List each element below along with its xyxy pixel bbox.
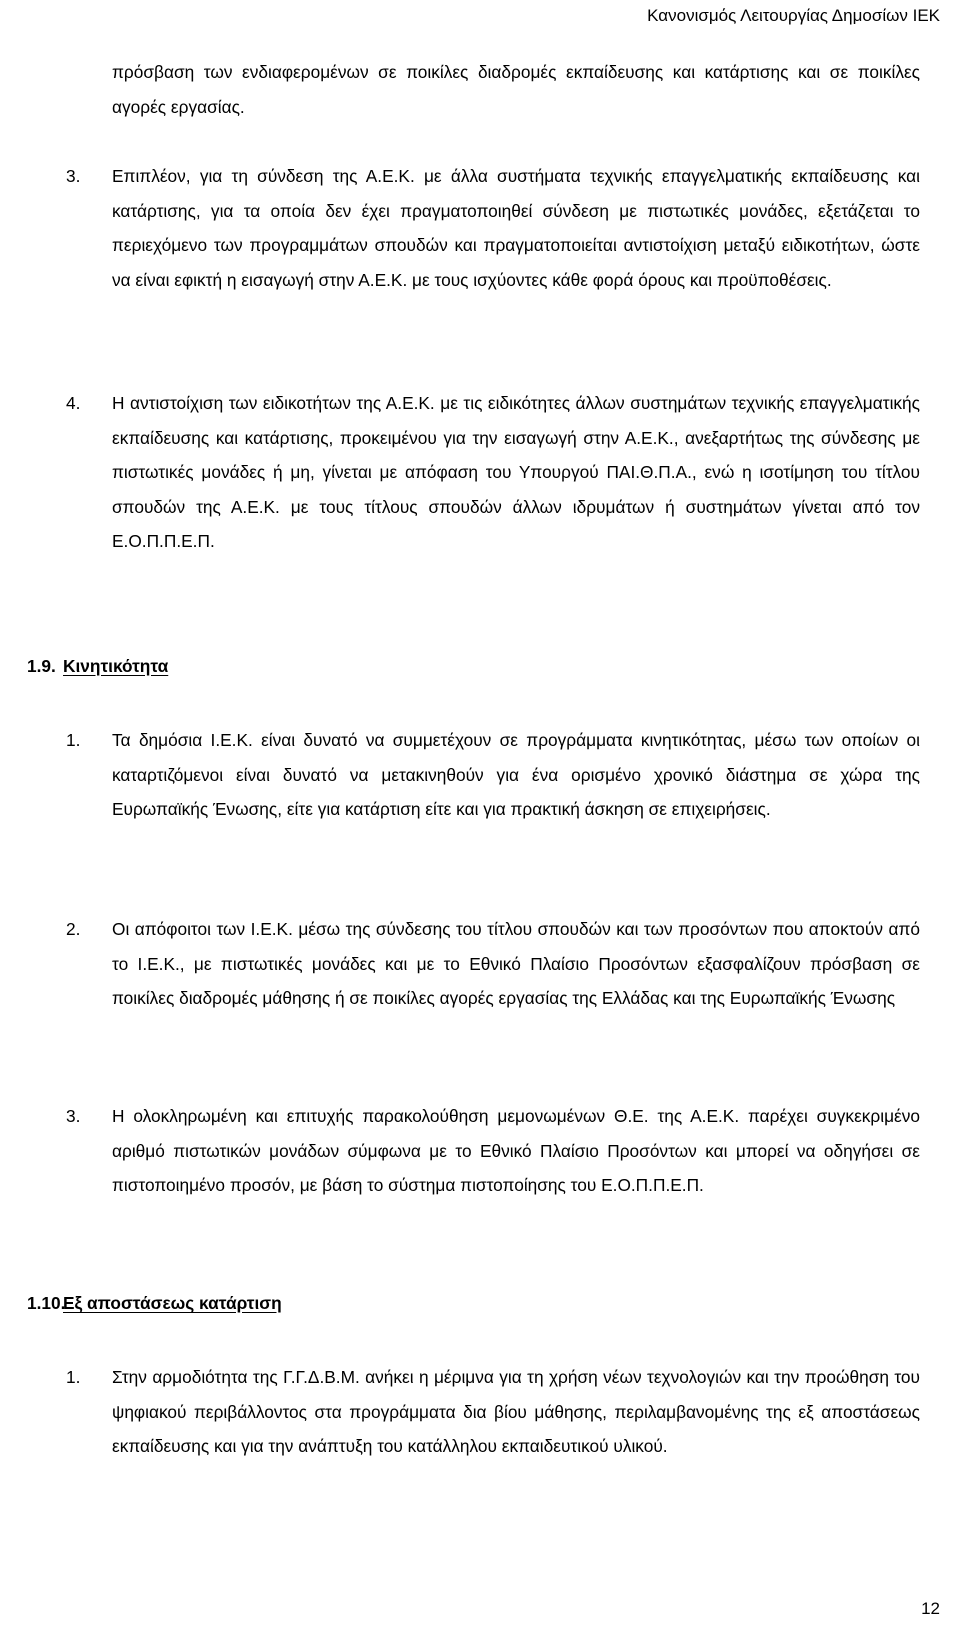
section-number: 1.9. xyxy=(27,656,56,676)
section-heading: Κινητικότητα xyxy=(63,656,169,676)
item-number: 3. xyxy=(66,1106,81,1126)
list-item-text: Επιπλέον, για τη σύνδεση της Α.Ε.Κ. με άλλα συστήματα τεχνικής επαγγελματικής εκπαίδευσης και κατάρτισης, για τα οποία δεν έχει πραγματοποιηθεί σύνδεση με πιστωτικές μονάδες, εξετάζεται το περιεχόμενο των προγραμμάτων σπουδών και πραγματοποιείται αντιστοίχιση μεταξύ ειδικοτήτων, ώστε να είναι εφικτή η εισαγωγή στην Α.Ε.Κ. με τους ισχύοντες κάθε φορά όρους και προϋποθέσεις. xyxy=(112,166,920,290)
list-item-text: Οι απόφοιτοι των Ι.Ε.Κ. μέσω της σύνδεσης του τίτλου σπουδών και των προσόντων που αποκτούν από το Ι.Ε.Κ., με πιστωτικές μονάδες και με το Εθνικό Πλαίσιο Προσόντων εξασφαλίζουν πρόσβαση σε ποικίλες διαδρομές μάθησης ή σε ποικίλες αγορές εργασίας της Ελλάδας και της Ευρωπαϊκής Ένωσης xyxy=(112,919,920,1008)
item-number: 2. xyxy=(66,919,81,939)
item-number: 3. xyxy=(66,166,81,186)
list-item-text: Η αντιστοίχιση των ειδικοτήτων της Α.Ε.Κ. με τις ειδικότητες άλλων συστημάτων τεχνικής επαγγελματικής εκπαίδευσης και κατάρτισης, προκειμένου για την εισαγωγή στην Α.Ε.Κ., ανεξαρτήτως της σύνδεσης με πιστωτικές μονάδες ή μη, γίνεται με απόφαση του Υπουργού ΠΑΙ.Θ.Π.Α., ενώ η ισοτίμηση του τίτλου σπουδών της Α.Ε.Κ. με τους τίτλους σπουδών άλλων ιδρυμάτων ή συστημάτων γίνεται από τον Ε.Ο.Π.Π.Ε.Π. xyxy=(112,393,920,551)
item-number: 1. xyxy=(66,730,81,750)
section-heading: Εξ αποστάσεως κατάρτιση xyxy=(63,1293,282,1313)
item-number: 1. xyxy=(66,1367,81,1387)
list-item-text: Η ολοκληρωμένη και επιτυχής παρακολούθηση μεμονωμένων Θ.Ε. της Α.Ε.Κ. παρέχει συγκεκριμένο αριθμό πιστωτικών μονάδων σύμφωνα με το Εθνικό Πλαίσιο Προσόντων και μπορεί να οδηγήσει σε πιστοποιημένο προσόν, με βάση το σύστημα πιστοποίησης του Ε.Ο.Π.Π.Ε.Π. xyxy=(112,1106,920,1195)
running-header: Κανονισμός Λειτουργίας Δημοσίων ΙΕΚ xyxy=(647,6,940,25)
item-number: 4. xyxy=(66,393,81,413)
continuation-paragraph: πρόσβαση των ενδιαφερομένων σε ποικίλες διαδρομές εκπαίδευσης και κατάρτισης και σε ποικίλες αγορές εργασίας. xyxy=(112,62,920,117)
list-item-text: Τα δημόσια Ι.Ε.Κ. είναι δυνατό να συμμετέχουν σε προγράμματα κινητικότητας, μέσω των οποίων οι καταρτιζόμενοι είναι δυνατό να μετακινηθούν για ένα ορισμένο χρονικό διάστημα σε χώρα της Ευρωπαϊκής Ένωσης, είτε για κατάρτιση είτε και για πρακτική άσκηση σε επιχειρήσεις. xyxy=(112,730,920,819)
section-number: 1.10. xyxy=(27,1293,66,1313)
list-item-text: Στην αρμοδιότητα της Γ.Γ.Δ.Β.Μ. ανήκει η μέριμνα για τη χρήση νέων τεχνολογιών και την προώθηση του ψηφιακού περιβάλλοντος στα προγράμματα δια βίου μάθησης, περιλαμβανομένης της εξ αποστάσεως εκπαίδευσης και για την ανάπτυξη του κατάλληλου εκπαιδευτικού υλικού. xyxy=(112,1367,920,1456)
page-number: 12 xyxy=(921,1599,940,1618)
